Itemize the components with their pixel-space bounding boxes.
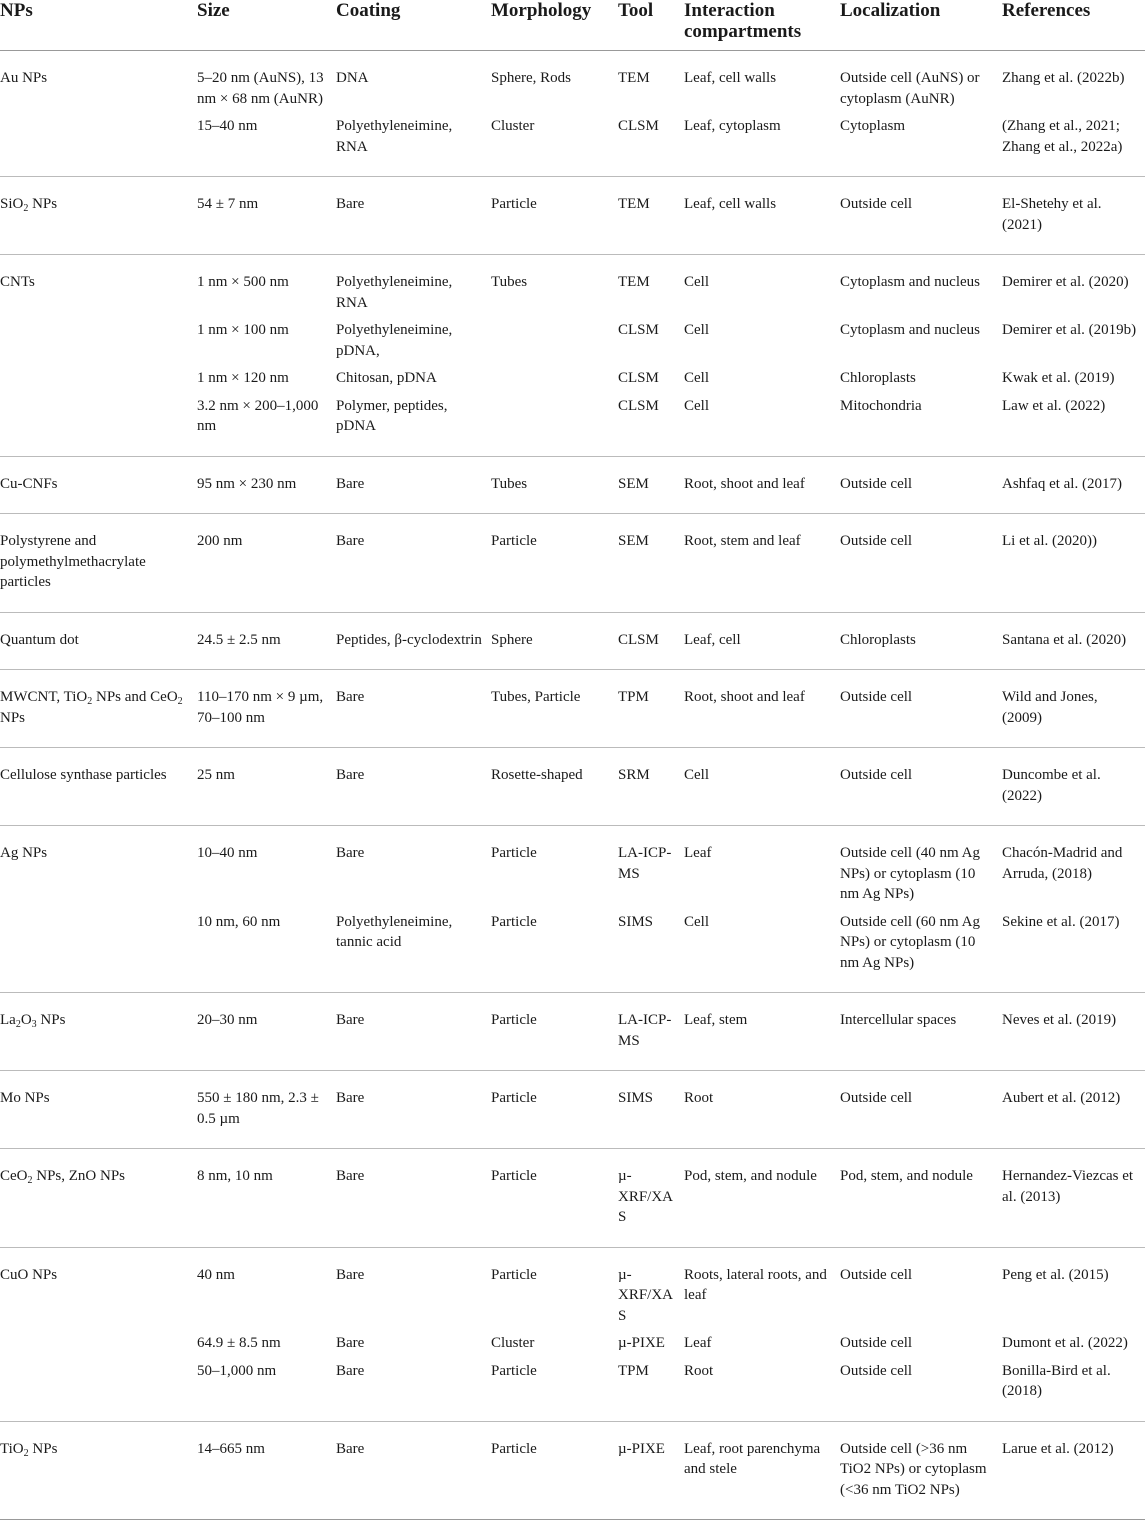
- morphology-cell: [491, 361, 618, 389]
- interaction-cell: Leaf, root parenchyma and stele: [684, 1421, 840, 1520]
- nps-text: CeO: [0, 1168, 28, 1184]
- size-cell: 1 nm × 500 nm: [197, 274, 289, 290]
- reference-cell: Peng et al. (2015): [1002, 1266, 1109, 1283]
- nps-text: O: [20, 1012, 32, 1028]
- localization-cell: Chloroplasts: [840, 370, 916, 386]
- morphology-cell: Particle: [491, 905, 618, 993]
- interaction-cell: Cell: [684, 322, 709, 338]
- reference-cell: Wild and Jones, (2009): [1002, 670, 1145, 748]
- reference-cell: Zhang et al. (2022b): [1002, 70, 1125, 86]
- table-row: [0, 612, 1145, 670]
- coating-cell: DNA: [336, 70, 369, 86]
- interaction-cell: Leaf: [684, 1335, 712, 1351]
- size-cell: 95 nm × 230 nm: [197, 456, 336, 514]
- table-row: [0, 514, 1145, 613]
- interaction-cell: Leaf: [684, 845, 712, 861]
- morphology-cell: Particle: [491, 514, 618, 613]
- localization-cell: Outside cell: [840, 670, 1002, 748]
- col-header-nps: NPs: [0, 0, 197, 51]
- nps-cell: Cellulose synthase particles: [0, 748, 197, 826]
- localization-cell: Outside cell (>36 nm TiO2 NPs) or cytoplasm (<36 nm TiO2 NPs): [840, 1421, 1002, 1520]
- nps-cell: [0, 1149, 197, 1248]
- nps-cell: Mo NPs: [0, 1071, 197, 1149]
- interaction-cell: Roots, lateral roots, and leaf: [684, 1266, 827, 1303]
- coating-cell: Polyethyleneimine, RNA: [336, 274, 453, 311]
- morphology-cell: Particle: [491, 993, 618, 1071]
- size-cell: 54 ± 7 nm: [197, 177, 336, 255]
- morphology-cell: Tubes, Particle: [491, 670, 618, 748]
- reference-cell: Neves et al. (2019): [1002, 993, 1145, 1071]
- nps-cell: [0, 670, 197, 748]
- coating-cell: Peptides, β-cyclodextrin: [336, 612, 491, 670]
- table-row: [0, 1247, 1145, 1326]
- size-cell: 3.2 nm × 200–1,000 nm: [197, 389, 336, 457]
- morphology-cell: Particle: [491, 177, 618, 255]
- morphology-cell: Rosette-shaped: [491, 748, 618, 826]
- interaction-cell: Cell: [684, 274, 709, 290]
- tool-cell: TEM: [618, 274, 650, 290]
- subscript: 2: [23, 203, 29, 214]
- col-header-interaction: Interaction compartments: [684, 0, 840, 51]
- localization-cell: Outside cell: [840, 456, 1002, 514]
- tool-cell: CLSM: [618, 612, 684, 670]
- col-header-coating: Coating: [336, 0, 491, 51]
- interaction-cell: Leaf, cytoplasm: [684, 109, 840, 177]
- nps-cell: Au NPs: [0, 70, 48, 86]
- table-row: [0, 905, 1145, 993]
- nps-cell: [0, 313, 197, 361]
- coating-cell: Chitosan, pDNA: [336, 370, 437, 386]
- localization-cell: Intercellular spaces: [840, 993, 1002, 1071]
- morphology-cell: Cluster: [491, 109, 618, 177]
- nps-text: NPs: [28, 196, 58, 212]
- tool-cell: SIMS: [618, 905, 684, 993]
- tool-cell: µ-PIXE: [618, 1421, 684, 1520]
- reference-cell: Chacón-Madrid and Arruda, (2018): [1002, 845, 1123, 882]
- size-cell: 50–1,000 nm: [197, 1354, 336, 1422]
- coating-cell: Bare: [336, 845, 365, 861]
- reference-cell: Ashfaq et al. (2017): [1002, 456, 1145, 514]
- table-row: [0, 670, 1145, 748]
- morphology-cell: Particle: [491, 1266, 537, 1283]
- coating-cell: Bare: [336, 514, 491, 613]
- nps-text: La: [0, 1012, 16, 1028]
- col-header-tool: Tool: [618, 0, 684, 51]
- coating-cell: Bare: [336, 670, 491, 748]
- subscript: 2: [15, 1019, 21, 1030]
- size-cell: 10 nm, 60 nm: [197, 905, 336, 993]
- coating-cell: Bare: [336, 1335, 365, 1351]
- table-row: [0, 255, 1145, 314]
- morphology-cell: [491, 313, 618, 361]
- coating-cell: Polyethyleneimine, RNA: [336, 109, 491, 177]
- tool-cell: CLSM: [618, 389, 684, 457]
- table-row: [0, 313, 1145, 361]
- table-row: [0, 748, 1145, 826]
- tool-cell: CLSM: [618, 370, 659, 386]
- nps-text: TiO: [0, 1440, 24, 1457]
- interaction-cell: Cell: [684, 905, 840, 993]
- coating-cell: Bare: [336, 1354, 491, 1422]
- nps-cell: [0, 1326, 197, 1354]
- tool-cell: LA-ICP-MS: [618, 845, 672, 882]
- subscript: 3: [31, 1019, 37, 1030]
- morphology-cell: Tubes: [491, 456, 618, 514]
- table-row: [0, 389, 1145, 457]
- table-row: [0, 993, 1145, 1071]
- interaction-cell: Leaf, cell: [684, 612, 840, 670]
- localization-cell: Outside cell: [840, 748, 1002, 826]
- interaction-cell: Leaf, stem: [684, 993, 840, 1071]
- reference-cell: Kwak et al. (2019): [1002, 370, 1115, 386]
- reference-cell: Law et al. (2022): [1002, 389, 1145, 457]
- tool-cell: CLSM: [618, 109, 684, 177]
- nps-cell: Cu-CNFs: [0, 456, 197, 514]
- reference-cell: Sekine et al. (2017): [1002, 905, 1145, 993]
- morphology-cell: Particle: [491, 1149, 618, 1248]
- size-cell: 200 nm: [197, 514, 336, 613]
- nps-text: SiO: [0, 196, 24, 212]
- localization-cell: Cytoplasm and nucleus: [840, 274, 980, 290]
- interaction-cell: Pod, stem, and nodule: [684, 1149, 840, 1248]
- tool-cell: SIMS: [618, 1071, 684, 1149]
- reference-cell: Aubert et al. (2012): [1002, 1071, 1145, 1149]
- tool-cell: µ-PIXE: [618, 1335, 665, 1351]
- tool-cell: SEM: [618, 514, 684, 613]
- morphology-cell: Cluster: [491, 1335, 535, 1351]
- reference-cell: Larue et al. (2012): [1002, 1421, 1145, 1520]
- nps-text: MWCNT, TiO: [0, 689, 88, 705]
- localization-cell: Outside cell: [840, 1354, 1002, 1422]
- morphology-cell: Particle: [491, 1071, 618, 1149]
- table-row: [0, 177, 1145, 255]
- subscript: 2: [23, 1447, 29, 1459]
- nps-cell: CuO NPs: [0, 1266, 58, 1283]
- coating-cell: Bare: [336, 1266, 365, 1283]
- reference-cell: El-Shetehy et al. (2021): [1002, 177, 1145, 255]
- tool-cell: µ-XRF/XAS: [618, 1149, 684, 1248]
- nps-cell: [0, 1421, 197, 1520]
- nps-cell: [0, 1354, 197, 1422]
- size-cell: 24.5 ± 2.5 nm: [197, 612, 336, 670]
- nps-text: NPs: [36, 1012, 66, 1028]
- size-cell: 550 ± 180 nm, 2.3 ± 0.5 µm: [197, 1071, 336, 1149]
- table-row: [0, 1149, 1145, 1248]
- size-cell: 15–40 nm: [197, 109, 336, 177]
- size-cell: 8 nm, 10 nm: [197, 1149, 336, 1248]
- col-header-morphology: Morphology: [491, 0, 618, 51]
- localization-cell: Outside cell: [840, 177, 1002, 255]
- nps-cell: [0, 389, 197, 457]
- localization-cell: Outside cell (60 nm Ag NPs) or cytoplasm (10 nm Ag NPs): [840, 905, 1002, 993]
- coating-cell: Bare: [336, 1149, 491, 1248]
- nps-cell: [0, 993, 197, 1071]
- nps-cell: Ag NPs: [0, 845, 48, 861]
- nps-cell: Quantum dot: [0, 612, 197, 670]
- tool-cell: CLSM: [618, 322, 659, 338]
- tool-cell: TPM: [618, 1354, 684, 1422]
- coating-cell: Bare: [336, 748, 491, 826]
- reference-cell: Demirer et al. (2019b): [1002, 322, 1137, 338]
- localization-cell: Outside cell: [840, 514, 1002, 613]
- coating-cell: Bare: [336, 456, 491, 514]
- reference-cell: Hernandez-Viezcas et al. (2013): [1002, 1149, 1145, 1248]
- nps-cell: [0, 905, 197, 993]
- tool-cell: TEM: [618, 177, 684, 255]
- interaction-cell: Root, stem and leaf: [684, 514, 840, 613]
- size-cell: 20–30 nm: [197, 993, 336, 1071]
- tool-cell: SEM: [618, 456, 684, 514]
- localization-cell: Outside cell: [840, 1335, 913, 1351]
- size-cell: 40 nm: [197, 1266, 235, 1283]
- nps-cell: [0, 361, 197, 389]
- size-cell: 14–665 nm: [197, 1421, 336, 1520]
- coating-cell: Polyethyleneimine, tannic acid: [336, 905, 491, 993]
- coating-cell: Polyethyleneimine, pDNA,: [336, 322, 453, 359]
- nps-text: NPs and CeO: [92, 689, 178, 705]
- reference-cell: Bonilla-Bird et al. (2018): [1002, 1354, 1145, 1422]
- nps-text: NPs: [0, 709, 26, 726]
- table-row: [0, 1326, 1145, 1354]
- tool-cell: µ-XRF/XAS: [618, 1266, 674, 1324]
- localization-cell: Outside cell (40 nm Ag NPs) or cytoplasm (10 nm Ag NPs): [840, 845, 980, 902]
- localization-cell: Chloroplasts: [840, 612, 1002, 670]
- localization-cell: Pod, stem, and nodule: [840, 1149, 1002, 1248]
- reference-cell: Santana et al. (2020): [1002, 612, 1145, 670]
- table-row: [0, 1071, 1145, 1149]
- reference-cell: Duncombe et al. (2022): [1002, 748, 1145, 826]
- morphology-cell: [491, 389, 618, 457]
- localization-cell: Outside cell (AuNS) or cytoplasm (AuNR): [840, 70, 980, 107]
- coating-cell: Bare: [336, 1071, 491, 1149]
- interaction-cell: Cell: [684, 370, 709, 386]
- interaction-cell: Cell: [684, 389, 840, 457]
- size-cell: 110–170 nm × 9 µm, 70–100 nm: [197, 670, 336, 748]
- size-cell: 1 nm × 100 nm: [197, 322, 289, 338]
- tool-cell: TEM: [618, 70, 650, 86]
- coating-cell: Bare: [336, 177, 491, 255]
- table-row: [0, 109, 1145, 177]
- size-cell: 64.9 ± 8.5 nm: [197, 1335, 281, 1351]
- subscript: 2: [87, 696, 93, 707]
- nps-cell: [0, 109, 197, 177]
- tool-cell: SRM: [618, 748, 684, 826]
- coating-cell: Bare: [336, 993, 491, 1071]
- reference-cell: (Zhang et al., 2021; Zhang et al., 2022a): [1002, 109, 1145, 177]
- localization-cell: Outside cell: [840, 1071, 1002, 1149]
- morphology-cell: Tubes: [491, 274, 528, 290]
- interaction-cell: Root, shoot and leaf: [684, 670, 840, 748]
- nps-cell: CNTs: [0, 274, 35, 290]
- interaction-cell: Root: [684, 1071, 840, 1149]
- size-cell: 5–20 nm (AuNS), 13 nm × 68 nm (AuNR): [197, 70, 324, 107]
- col-header-references: References: [1002, 0, 1145, 51]
- nps-text: NPs: [28, 1440, 58, 1457]
- reference-cell: Demirer et al. (2020): [1002, 274, 1129, 290]
- morphology-cell: Sphere, Rods: [491, 70, 571, 86]
- size-cell: 1 nm × 120 nm: [197, 370, 289, 386]
- nps-cell: Polystyrene and polymethylmethacrylate particles: [0, 514, 197, 613]
- interaction-cell: Leaf, cell walls: [684, 177, 840, 255]
- col-header-localization: Localization: [840, 0, 1002, 51]
- header-row: [0, 0, 1145, 51]
- morphology-cell: Particle: [491, 1421, 618, 1520]
- interaction-cell: Root, shoot and leaf: [684, 456, 840, 514]
- morphology-cell: Particle: [491, 845, 537, 861]
- morphology-cell: Particle: [491, 1354, 618, 1422]
- coating-cell: Polymer, peptides, pDNA: [336, 389, 491, 457]
- localization-cell: Outside cell: [840, 1266, 913, 1283]
- coating-cell: Bare: [336, 1421, 491, 1520]
- subscript: 2: [27, 1175, 33, 1186]
- reference-cell: Dumont et al. (2022): [1002, 1335, 1128, 1351]
- col-header-size: Size: [197, 0, 336, 51]
- subscript: 2: [177, 696, 183, 707]
- size-cell: 25 nm: [197, 748, 336, 826]
- table-row: [0, 1421, 1145, 1520]
- interaction-cell: Root: [684, 1354, 840, 1422]
- tool-cell: TPM: [618, 670, 684, 748]
- reference-cell: Li et al. (2020)): [1002, 514, 1145, 613]
- size-cell: 10–40 nm: [197, 845, 258, 861]
- table-row: [0, 456, 1145, 514]
- interaction-cell: Leaf, cell walls: [684, 70, 777, 86]
- nps-text: NPs, ZnO NPs: [32, 1168, 126, 1184]
- table-row: [0, 361, 1145, 389]
- table-row: [0, 826, 1145, 905]
- nps-cell: [0, 177, 197, 255]
- interaction-cell: Cell: [684, 748, 840, 826]
- localization-cell: Cytoplasm and nucleus: [840, 322, 980, 338]
- table-row: [0, 1354, 1145, 1422]
- table-row: [0, 51, 1145, 110]
- localization-cell: Mitochondria: [840, 389, 1002, 457]
- tool-cell: LA-ICP-MS: [618, 993, 684, 1071]
- morphology-cell: Sphere: [491, 612, 618, 670]
- localization-cell: Cytoplasm: [840, 109, 1002, 177]
